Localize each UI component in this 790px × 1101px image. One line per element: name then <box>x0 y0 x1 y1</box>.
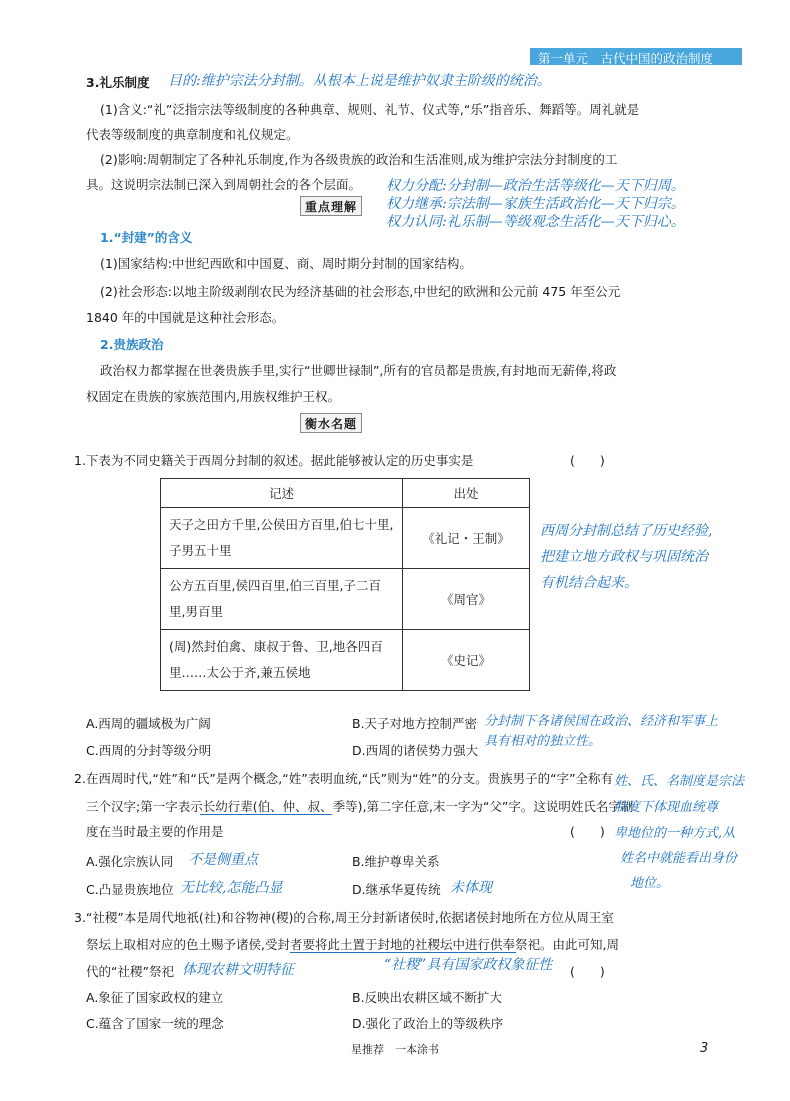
page-number: 3 <box>700 1041 709 1056</box>
table-row <box>161 508 530 569</box>
q1-option-d[interactable]: D.西周的诸侯势力强大 <box>352 743 479 758</box>
practice-badge: 衡水名题 <box>300 413 362 433</box>
q3-stem-1: 3.“社稷”本是周代地祇(社)和谷物神(稷)的合称,周王分封新诸侯时,依据诸侯封地所在方位从周王室 <box>74 910 614 925</box>
paragraph-aristocracy-1: 政治权力都掌握在世袭贵族手里,实行“世卿世禄制”,所有的官员都是贵族,有封地而无薪俸,将政 <box>100 363 617 378</box>
paragraph-fengjian-2b: 1840 年的中国就是这种社会形态。 <box>86 310 285 325</box>
handwritten-note-q1-c: 有机结合起来。 <box>540 575 638 591</box>
handwritten-note-q3-a: 体现农耕文明特征 <box>182 962 294 978</box>
handwritten-note-q2-option-c: 无比较,怎能凸显 <box>180 880 283 896</box>
handwritten-note-q1-e: 具有相对的独立性。 <box>484 734 602 749</box>
q2-stem-3: 度在当时最主要的作用是 <box>86 824 224 839</box>
table-cell-record: 天子之田方千里,公侯田方百里,伯七十里, <box>169 517 394 532</box>
section-title-liyue: 3.礼乐制度 <box>86 75 150 90</box>
table-cell-record-cont: 子男五十里 <box>169 543 232 558</box>
heading-aristocracy: 2.贵族政治 <box>100 337 164 352</box>
handwritten-note-q2-d: 姓名中就能看出身份 <box>620 851 738 866</box>
q2-option-c[interactable]: C.凸显贵族地位 <box>86 882 174 897</box>
q1-option-b[interactable]: B.天子对地方控制严密 <box>352 716 478 731</box>
q1-answer-paren: ( ) <box>570 453 605 468</box>
q1-option-a[interactable]: A.西周的疆域极为广阔 <box>86 716 211 731</box>
table-header-source: 出处 <box>403 479 530 508</box>
footer-brand: 星推荐 一本涂书 <box>351 1043 439 1056</box>
table-cell-record: (周)然封伯禽、康叔于鲁、卫,地各四百 <box>169 639 383 654</box>
paragraph-meaning-2: 代表等级制度的典章制度和礼仪规定。 <box>86 127 299 142</box>
q2-underline-wavy <box>200 814 332 815</box>
q3-stem-3: 代的“社稷”祭祀 <box>86 964 174 979</box>
q3-option-d[interactable]: D.强化了政治上的等级秩序 <box>352 1016 504 1031</box>
paragraph-meaning-1: (1)含义:“礼”泛指宗法等级制度的各种典章、规则、礼节、仪式等,“乐”指音乐、舞蹈等。周礼就是 <box>100 102 640 117</box>
handwritten-note-q2-option-a: 不是侧重点 <box>188 852 258 868</box>
q3-option-a[interactable]: A.象征了国家政权的建立 <box>86 990 224 1005</box>
unit-header-text: 第一单元 古代中国的政治制度 <box>538 51 714 66</box>
table-cell-source: 《史记》 <box>403 630 530 691</box>
table-header-record: 记述 <box>161 479 403 508</box>
table-row <box>161 630 530 691</box>
handwritten-note-q2-option-d: 未体现 <box>450 880 492 896</box>
handwritten-note-power-1: 权力分配:分封制—政治生活等级化—天下归周。 <box>386 178 685 194</box>
q2-option-a[interactable]: A.强化宗族认同 <box>86 854 174 869</box>
paragraph-influence-2: 具。这说明宗法制已深入到周朝社会的各个层面。 <box>86 177 362 192</box>
q1-option-c[interactable]: C.西周的分封等级分明 <box>86 743 212 758</box>
q3-underline <box>290 952 516 953</box>
q3-answer-paren: ( ) <box>570 964 605 979</box>
table-row <box>161 569 530 630</box>
paragraph-influence-1: (2)影响:周朝制定了各种礼乐制度,作为各级贵族的政治和生活准则,成为维护宗法分封制度的工 <box>100 152 618 167</box>
table-cell-source: 《周官》 <box>403 569 530 630</box>
handwritten-note-purpose: 目的:维护宗法分封制。从根本上说是维护奴隶主阶级的统治。 <box>168 73 551 89</box>
table-cell-record-cont: 里……太公于齐,兼五侯地 <box>169 665 311 680</box>
q2-answer-paren: ( ) <box>570 824 605 839</box>
table-cell-record: 公方五百里,侯四百里,伯三百里,子二百 <box>169 578 381 593</box>
handwritten-note-q2-a: 姓、氏、名制度是宗法 <box>614 774 745 789</box>
heading-fengjian: 1.“封建”的含义 <box>100 230 193 245</box>
handwritten-note-q1-b: 把建立地方政权与巩固统治 <box>540 549 708 565</box>
handwritten-note-q2-e: 地位。 <box>630 876 670 891</box>
handwritten-note-power-3: 权力认同:礼乐制—等级观念生活化—天下归心。 <box>386 214 685 230</box>
table-cell-source: 《礼记・王制》 <box>403 508 530 569</box>
q2-option-d[interactable]: D.继承华夏传统 <box>352 882 441 897</box>
table-cell-record-cont: 里,男百里 <box>169 604 223 619</box>
q1-stem: 1.下表为不同史籍关于西周分封制的叙述。据此能够被认定的历史事实是 <box>74 453 474 468</box>
handwritten-note-q2-c: 卑地位的一种方式,从 <box>614 826 736 841</box>
q3-option-b[interactable]: B.反映出农耕区域不断扩大 <box>352 990 503 1005</box>
q2-stem-2: 三个汉字;第一字表示长幼行辈(伯、仲、叔、季等),第二字任意,末一字为“父”字。这说明姓氏名字制 <box>86 799 634 814</box>
paragraph-fengjian-2a: (2)社会形态:以地主阶级剥削农民为经济基础的社会形态,中世纪的欧洲和公元前 475 年至公元 <box>100 284 621 299</box>
handwritten-note-q1-a: 西周分封制总结了历史经验, <box>540 523 713 539</box>
paragraph-fengjian-1: (1)国家结构:中世纪西欧和中国夏、商、周时期分封制的国家结构。 <box>100 256 472 271</box>
handwritten-note-q1-d: 分封制下各诸侯国在政治、经济和军事上 <box>484 714 719 729</box>
paragraph-aristocracy-2: 权固定在贵族的家族范围内,用族权维护王权。 <box>86 389 340 404</box>
handwritten-note-q3-b: “社稷”具有国家政权象征性 <box>384 957 553 973</box>
q1-source-table <box>160 478 530 691</box>
handwritten-note-q2-b: 制度下体现血统尊 <box>614 800 719 815</box>
q3-option-c[interactable]: C.蕴含了国家一统的理念 <box>86 1016 224 1031</box>
handwritten-note-power-2: 权力继承:宗法制—家族生活政治化—天下归宗。 <box>386 196 685 212</box>
q2-option-b[interactable]: B.维护尊卑关系 <box>352 854 440 869</box>
q2-stem-1: 2.在西周时代,“姓”和“氏”是两个概念,“姓”表明血统,“氏”则为“姓”的分支。贵族男子的“字”全称有 <box>74 771 614 786</box>
key-points-badge: 重点理解 <box>300 196 362 216</box>
q3-stem-2: 祭坛上取相对应的色土赐予诸侯,受封者要将此土置于封地的社稷坛中进行供奉祭祀。由此可知,周 <box>86 937 619 952</box>
